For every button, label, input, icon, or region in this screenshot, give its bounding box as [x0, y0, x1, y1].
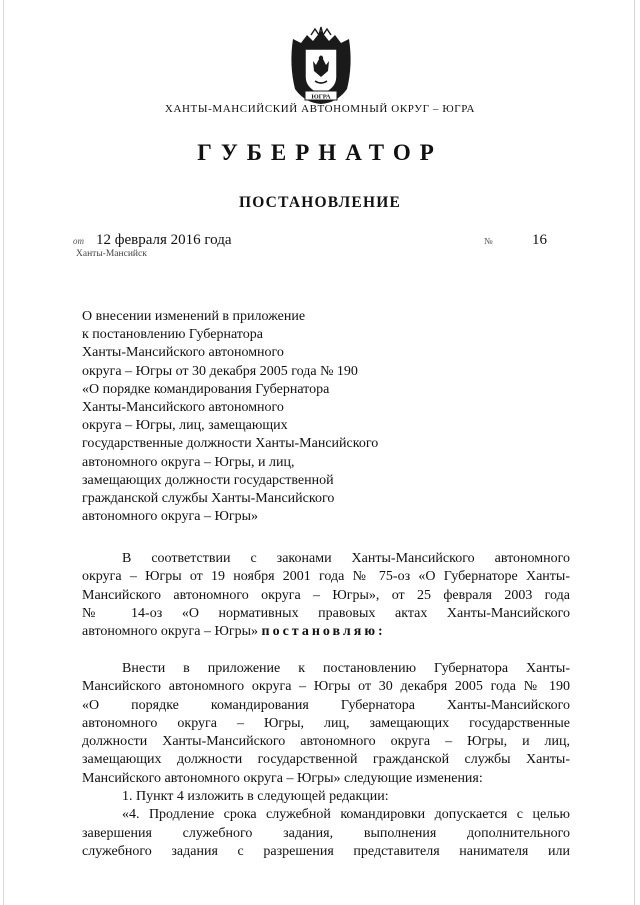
- region-name: ХАНТЫ-МАНСИЙСКИЙ АВТОНОМНЫЙ ОКРУГ – ЮГРА: [164, 103, 476, 115]
- main-line: замещающих должности государственной гражданской службы Ханты-: [82, 752, 570, 768]
- date-row: [73, 232, 232, 249]
- title-line: к постановлению Губернатора: [82, 327, 263, 343]
- preamble-line: В соответствии с законами Ханты-Мансийского автономного: [122, 551, 570, 566]
- title-line: округа – Югры, лиц, замещающих: [82, 418, 288, 434]
- title-line: Ханты-Мансийского автономного: [82, 400, 284, 416]
- quote-line: служебного задания с разрешения представителя нанимателя или: [82, 843, 570, 859]
- main-line: должности Ханты-Мансийского автономного округа – Югры, и лиц,: [82, 734, 570, 750]
- quote-line: завершения служебного задания, выполнения дополнительного: [82, 825, 570, 841]
- document-number: 16: [532, 232, 547, 248]
- preamble-line: Мансийского автономного округа – Югры», от 25 февраля 2003 года: [82, 587, 570, 603]
- emblem-ribbon-text: ЮГРА: [311, 93, 331, 101]
- scan-edge-right: [634, 0, 635, 905]
- title-line: государственные должности Ханты-Мансийского: [82, 436, 379, 452]
- quote-line: «4. Продление срока служебной командировки допускается с целью: [122, 807, 570, 823]
- date-prefix: от: [73, 236, 84, 246]
- preamble-line: № 14-оз «О нормативных правовых актах Ханты-Мансийского: [82, 605, 570, 621]
- governor-heading: ГУБЕРНАТОР: [197, 140, 443, 165]
- main-line: автономного округа – Югры, лиц, замещающих государственные: [82, 715, 570, 731]
- title-line: замещающих должности государственной: [82, 472, 334, 488]
- document-title: [82, 308, 422, 526]
- main-line: «О порядке командирования Губернатора Ханты-Мансийского: [82, 697, 570, 713]
- decree-word: постановляю:: [261, 624, 386, 640]
- document-date: 12 февраля 2016 года: [96, 232, 232, 248]
- main-line: Внести в приложение к постановлению Губернатора Ханты-: [122, 660, 570, 676]
- item-1: 1. Пункт 4 изложить в следующей редакции:: [122, 789, 389, 805]
- title-line: О внесении изменений в приложение: [82, 309, 306, 324]
- preamble-line: округа – Югры от 19 ноября 2001 года № 75-оз «О Губернаторе Ханты-: [82, 569, 570, 585]
- scan-edge-left: [3, 0, 4, 905]
- title-line: округа – Югры от 30 декабря 2005 года № 190: [82, 363, 358, 379]
- title-line: автономного округа – Югры, и лиц,: [82, 454, 295, 470]
- document-body: [82, 550, 570, 861]
- number-prefix: №: [484, 236, 493, 246]
- main-line: Мансийского автономного округа – Югры» следующие изменения:: [82, 770, 483, 786]
- preamble-last-line: [82, 623, 570, 641]
- title-line: Ханты-Мансийского автономного: [82, 345, 284, 361]
- document-type-heading: ПОСТАНОВЛЕНИЕ: [238, 194, 402, 211]
- title-line: «О порядке командирования Губернатора: [82, 381, 330, 397]
- city-name: Ханты-Мансийск: [76, 249, 147, 259]
- main-line: Мансийского автономного округа – Югры от 30 декабря 2005 года № 190: [82, 679, 570, 695]
- coat-of-arms-emblem: [285, 25, 357, 105]
- preamble-line: автономного округа – Югры»: [82, 624, 258, 640]
- title-line: автономного округа – Югры»: [82, 509, 258, 525]
- title-line: гражданской службы Ханты-Мансийского: [82, 491, 335, 507]
